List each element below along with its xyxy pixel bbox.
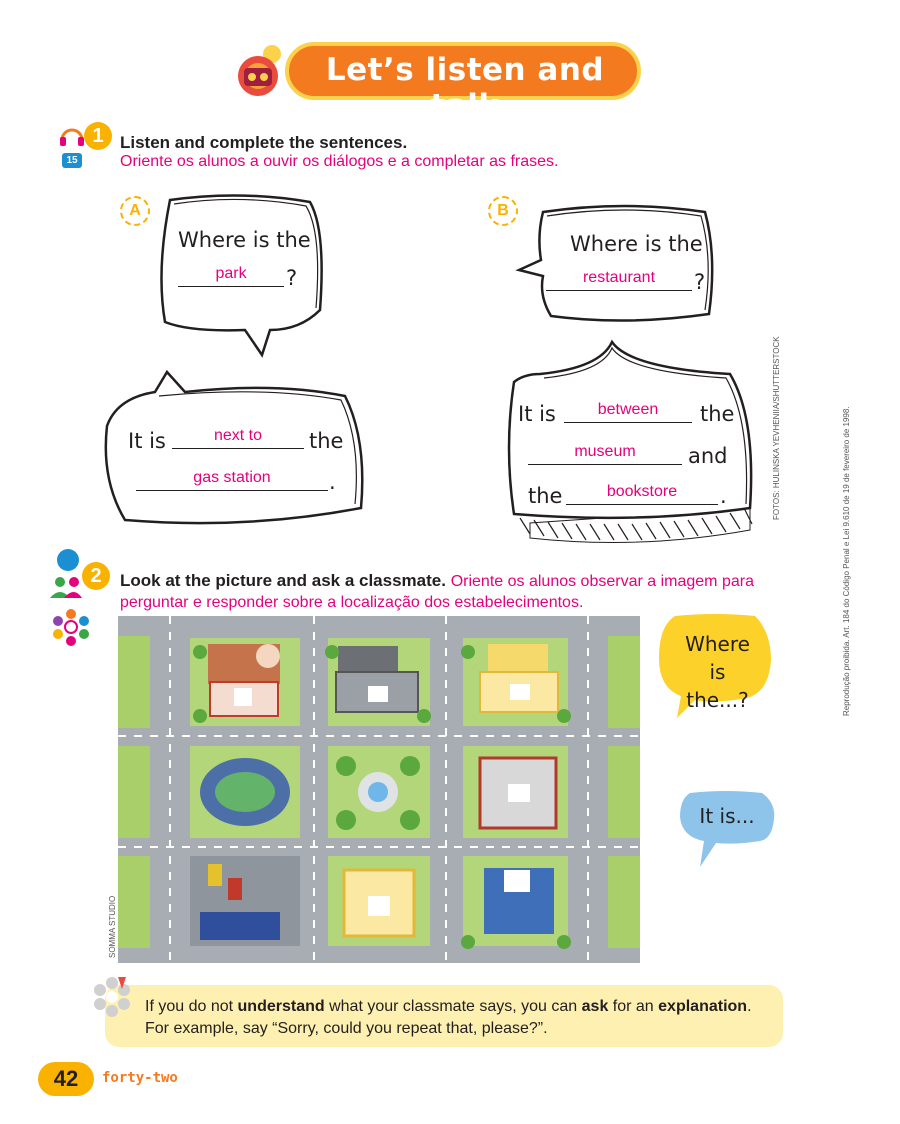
copyright-note: Reprodução proibida. Art. 184 do Código Penal e Lei 9.610 de 19 de fevereiro de 1998. [842,406,851,716]
tip-bold-ask: ask [581,998,609,1015]
tip-part4: . For example, say “Sorry, could you repeat that, please?”. [145,998,752,1037]
activity2-instruction-text: Look at the picture and ask a classmate. [120,571,446,590]
panel-b-reply-blank3 [566,504,718,505]
panel-b-question-blank [546,290,692,291]
listen-icon [58,124,86,148]
panel-b-reply-blank1 [564,422,692,423]
panel-b-reply-mid: the [700,402,735,426]
photo-credit: FOTOS: HULINSKA YEVHENIIA/SHUTTERSTOCK [772,336,781,520]
activity-number: 2 [82,562,110,590]
panel-a-label: A [120,196,150,226]
tip-part2: what your classmate says, you can [324,998,582,1015]
activity-number: 1 [84,122,112,150]
panel-a-reply-blank2 [136,490,328,491]
pair-work-icon [48,548,82,600]
page-title: Let’s listen and talk [325,52,605,124]
answer-speech-bubble [676,789,778,869]
headphone-icon [236,44,288,100]
track-badge: 15 [62,153,82,168]
tip-bold-understand: understand [237,998,325,1015]
panel-a-question-line1: Where is the [178,228,311,252]
panel-b-reply-answer1: between [597,401,659,418]
panel-b-question-answer: restaurant [582,269,656,286]
panel-b-reply-and: and [688,444,728,468]
panel-a-reply-answer1: next to [213,427,263,444]
tip-text [145,996,775,1040]
tip-icon [90,975,134,1019]
group-icon [52,608,90,646]
panel-b-label: B [488,196,518,226]
panel-b-question-bubble [515,196,720,331]
panel-a-reply-blank1 [172,448,304,449]
tip-part3: for an [608,998,659,1015]
tip-bold-explanation: explanation [658,998,748,1015]
panel-b-reply-answer3: bookstore [606,483,678,500]
panel-b-reply-answer2: museum [574,443,636,460]
panel-b-reply-start: It is [518,402,556,426]
panel-a-reply-answer2: gas station [193,469,271,486]
panel-a-question-blank [178,286,284,287]
activity2-teacher-note: Oriente os alunos observar a imagem para perguntar e responder sobre a localização dos estabelecimentos. [120,573,754,611]
panel-a-reply-start: It is [128,429,166,453]
panel-a-reply-mid: the [309,429,344,453]
panel-b-question-line1: Where is the [570,232,703,256]
panel-a-question-answer: park [215,265,247,282]
panel-b-reply-end: . [720,484,727,508]
question-speech-text: Where is the...? [685,632,750,712]
page-number-word: forty-two [102,1070,178,1086]
city-map [118,616,640,963]
answer-speech-text: It is... [699,804,755,828]
panel-b-reply-blank2 [528,464,682,465]
page-number: 42 [38,1062,94,1096]
panel-a-question-mark: ? [286,266,298,290]
panel-b-question-mark: ? [694,270,706,294]
activity2-instruction [120,571,760,613]
panel-a-reply-end: . [329,470,336,494]
activity1-instruction: Listen and complete the sentences. [120,133,408,152]
map-credit: SOMMA STUDIO [108,895,117,958]
activity1-teacher-note: Oriente os alunos a ouvir os diálogos e a completar as frases. [120,153,559,170]
panel-b-reply-the: the [528,484,563,508]
tip-part1: If you do not [145,998,238,1015]
